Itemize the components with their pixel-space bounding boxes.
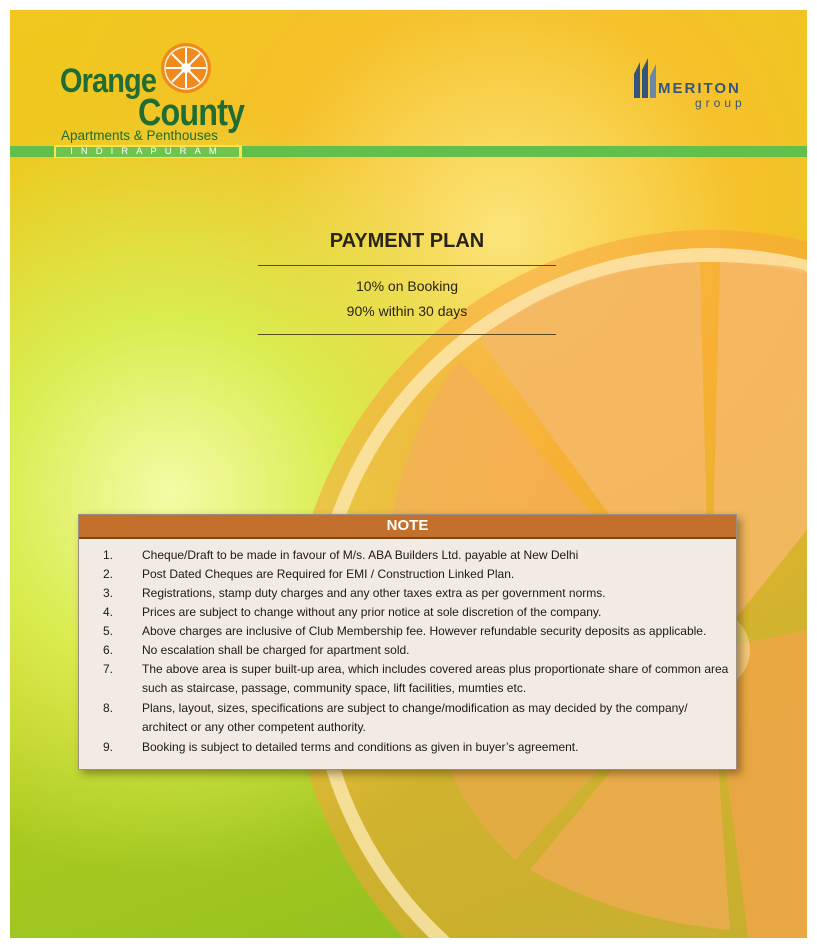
payment-plan-title: PAYMENT PLAN — [329, 230, 485, 252]
meriton-logo-icon — [630, 56, 660, 100]
note-item-number: 4. — [103, 605, 114, 619]
payment-plan-line: 10% on Booking — [356, 278, 458, 294]
note-item-number: 9. — [103, 740, 114, 754]
note-item-text: No escalation shall be charged for apartment sold. — [142, 643, 410, 657]
note-item-text: Post Dated Cheques are Required for EMI / Construction Linked Plan. — [142, 567, 515, 581]
note-item-number: 2. — [103, 567, 114, 581]
developer-name: MERITON — [658, 80, 741, 97]
note-title: NOTE — [79, 515, 736, 539]
brand-name-line2: County — [138, 92, 245, 134]
brand-name-line1: Orange — [60, 62, 157, 100]
note-item-text: Above charges are inclusive of Club Membership fee. However refundable security deposits as applicable. — [142, 624, 707, 638]
note-item-text: Prices are subject to change without any prior notice at sole discretion of the company. — [142, 605, 602, 619]
note-item-text: Cheque/Draft to be made in favour of M/s. ABA Builders Ltd. payable at New Delhi — [142, 548, 579, 562]
note-item-text: Registrations, stamp duty charges and any other taxes extra as per government norms. — [142, 586, 606, 600]
note-item-number: 7. — [103, 662, 114, 676]
payment-plan-line: 90% within 30 days — [346, 303, 468, 319]
payment-plan-top-rule — [258, 265, 556, 266]
note-item-number: 1. — [103, 548, 114, 562]
note-item-number: 3. — [103, 586, 114, 600]
note-item-text: Booking is subject to detailed terms and conditions as given in buyer’s agreement. — [142, 740, 579, 754]
note-item-text: Plans, layout, sizes, specifications are subject to change/modification as may decided by the company/ architect or any other competent authority. — [142, 701, 688, 734]
note-item-number: 8. — [103, 701, 114, 715]
note-item-text: The above area is super built-up area, which includes covered areas plus proportionate share of common area such as staircase, passage, community space, lift facilities, mumties etc. — [142, 662, 729, 695]
brochure-page — [10, 10, 807, 938]
note-item-number: 5. — [103, 624, 114, 638]
note-panel — [78, 514, 737, 770]
payment-plan-bottom-rule — [258, 334, 556, 335]
location-label: INDIRAPURAM — [56, 147, 239, 157]
brand-tagline: Apartments & Penthouses — [61, 128, 218, 143]
note-item-number: 6. — [103, 643, 114, 657]
developer-suffix: group — [695, 96, 746, 110]
orange-logo-icon — [160, 42, 212, 94]
